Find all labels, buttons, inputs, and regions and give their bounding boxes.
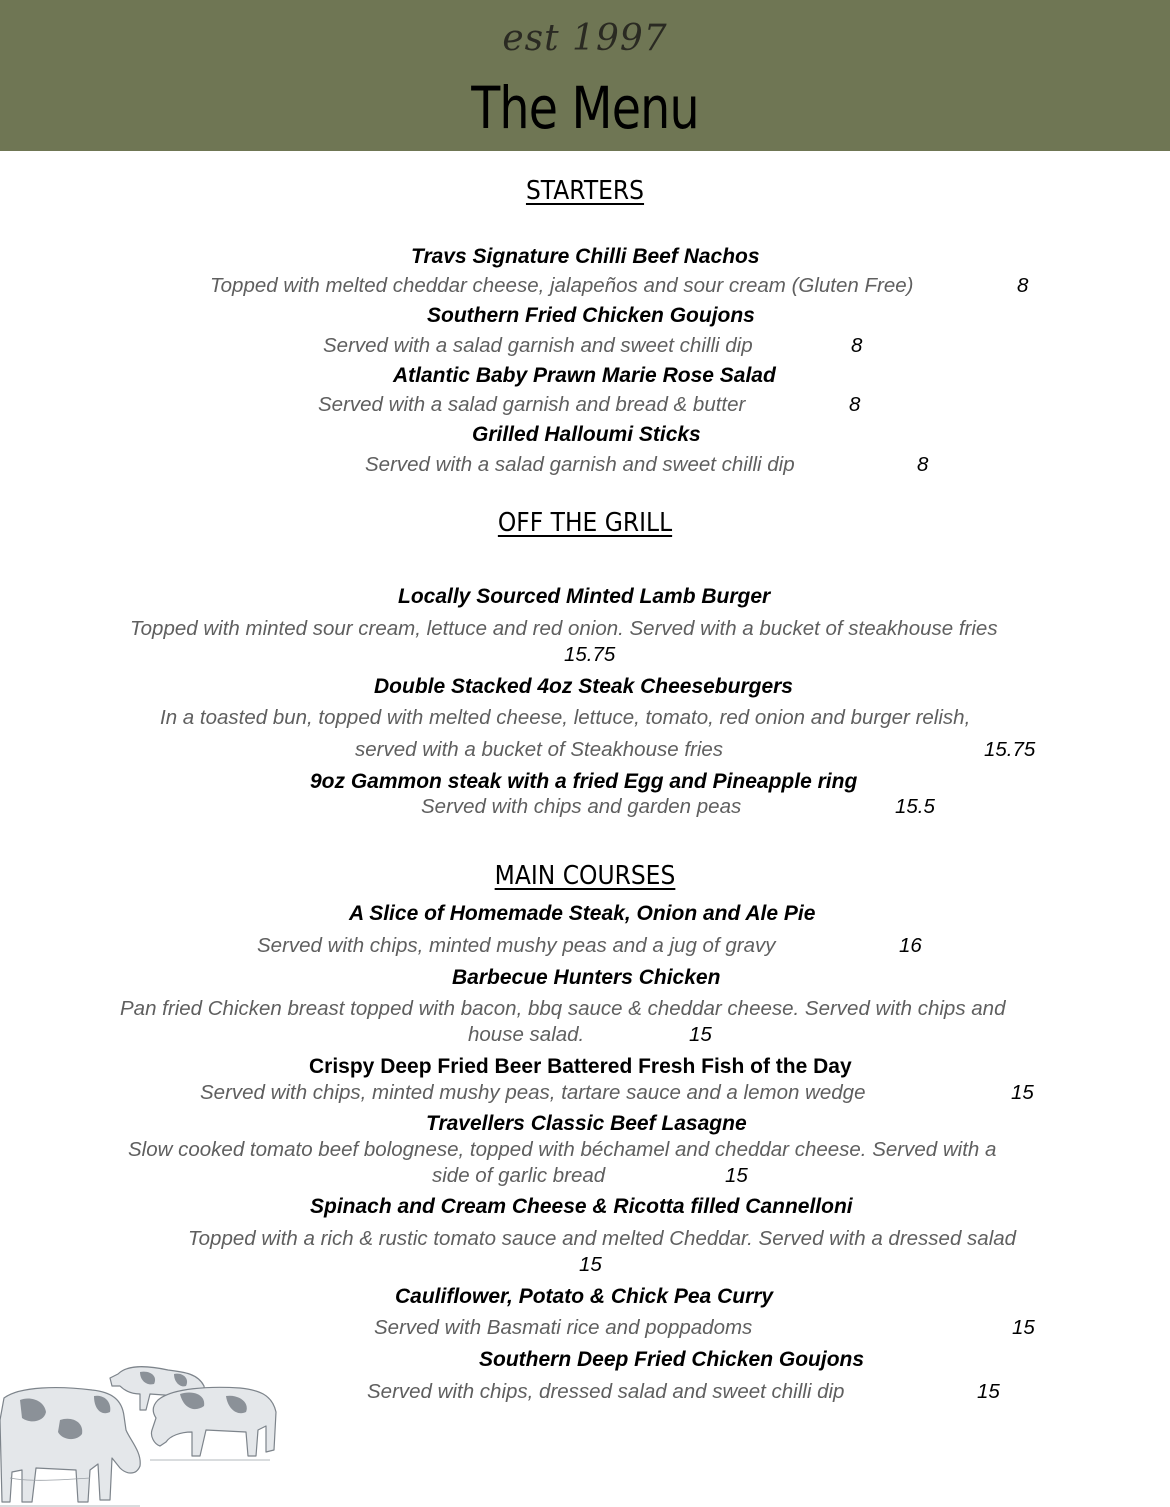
dish-price: 15.5 (895, 795, 935, 818)
dish-price: 15.75 (564, 643, 616, 666)
dish-price: 15 (689, 1023, 712, 1046)
dish-price: 8 (1017, 274, 1029, 297)
dish-description: house salad. (468, 1023, 585, 1046)
dish-price: 8 (849, 393, 861, 416)
dish-name: Barbecue Hunters Chicken (452, 966, 721, 989)
dish-name: Spinach and Cream Cheese & Ricotta filled Cannelloni (310, 1195, 853, 1218)
dish-description: Served with a salad garnish and sweet chilli dip (323, 334, 753, 357)
dish-description: Served with chips and garden peas (421, 795, 742, 818)
cows-illustration-icon (0, 1360, 285, 1507)
dish-name: Travellers Classic Beef Lasagne (426, 1112, 747, 1135)
dish-name: Crispy Deep Fried Beer Battered Fresh Fish of the Day (309, 1055, 852, 1078)
dish-description: Served with Basmati rice and poppadoms (374, 1316, 753, 1339)
dish-name: Grilled Halloumi Sticks (472, 423, 701, 446)
dish-description: Topped with a rich & rustic tomato sauce and melted Cheddar. Served with a dressed salad (188, 1227, 1017, 1250)
dish-description: Served with chips, minted mushy peas and a jug of gravy (257, 934, 776, 957)
dish-price: 15 (725, 1164, 748, 1187)
dish-price: 15 (1011, 1081, 1034, 1104)
page-title: The Menu (471, 74, 699, 142)
dish-price: 15 (1012, 1316, 1035, 1339)
dish-description: Served with a salad garnish and sweet chilli dip (365, 453, 795, 476)
section-heading-mains: MAIN COURSES (494, 861, 676, 891)
dish-description: served with a bucket of Steakhouse fries (355, 738, 724, 761)
dish-description: In a toasted bun, topped with melted cheese, lettuce, tomato, red onion and burger relish, (160, 706, 971, 729)
dish-name: Travs Signature Chilli Beef Nachos (411, 245, 760, 268)
section-heading-grill: OFF THE GRILL (497, 508, 673, 538)
established-year: est 1997 (502, 18, 668, 59)
dish-description: Pan fried Chicken breast topped with bacon, bbq sauce & cheddar cheese. Served with chips and (120, 997, 1006, 1020)
dish-price: 8 (917, 453, 929, 476)
dish-name: Southern Fried Chicken Goujons (427, 304, 755, 327)
dish-name: A Slice of Homemade Steak, Onion and Ale Pie (349, 902, 816, 925)
dish-name: Southern Deep Fried Chicken Goujons (479, 1348, 865, 1371)
dish-description: Topped with melted cheddar cheese, jalapeños and sour cream (Gluten Free) (210, 274, 914, 297)
dish-price: 15 (579, 1253, 602, 1276)
dish-price: 8 (851, 334, 863, 357)
dish-description: Served with chips, minted mushy peas, tartare sauce and a lemon wedge (200, 1081, 866, 1104)
dish-name: 9oz Gammon steak with a fried Egg and Pineapple ring (310, 770, 858, 793)
dish-description: side of garlic bread (432, 1164, 606, 1187)
dish-name: Cauliflower, Potato & Chick Pea Curry (395, 1285, 774, 1308)
dish-description: Slow cooked tomato beef bolognese, topped with béchamel and cheddar cheese. Served with a (128, 1138, 997, 1161)
dish-description: Served with chips, dressed salad and sweet chilli dip (367, 1380, 845, 1403)
dish-name: Atlantic Baby Prawn Marie Rose Salad (393, 364, 776, 387)
dish-price: 15.75 (984, 738, 1036, 761)
dish-description: Topped with minted sour cream, lettuce and red onion. Served with a bucket of steakhouse fries (130, 617, 998, 640)
dish-price: 16 (899, 934, 922, 957)
dish-name: Locally Sourced Minted Lamb Burger (398, 585, 771, 608)
header-banner (0, 0, 1170, 151)
dish-name: Double Stacked 4oz Steak Cheeseburgers (374, 675, 793, 698)
section-heading-starters: STARTERS (525, 176, 645, 206)
dish-price: 15 (977, 1380, 1000, 1403)
dish-description: Served with a salad garnish and bread & butter (318, 393, 746, 416)
